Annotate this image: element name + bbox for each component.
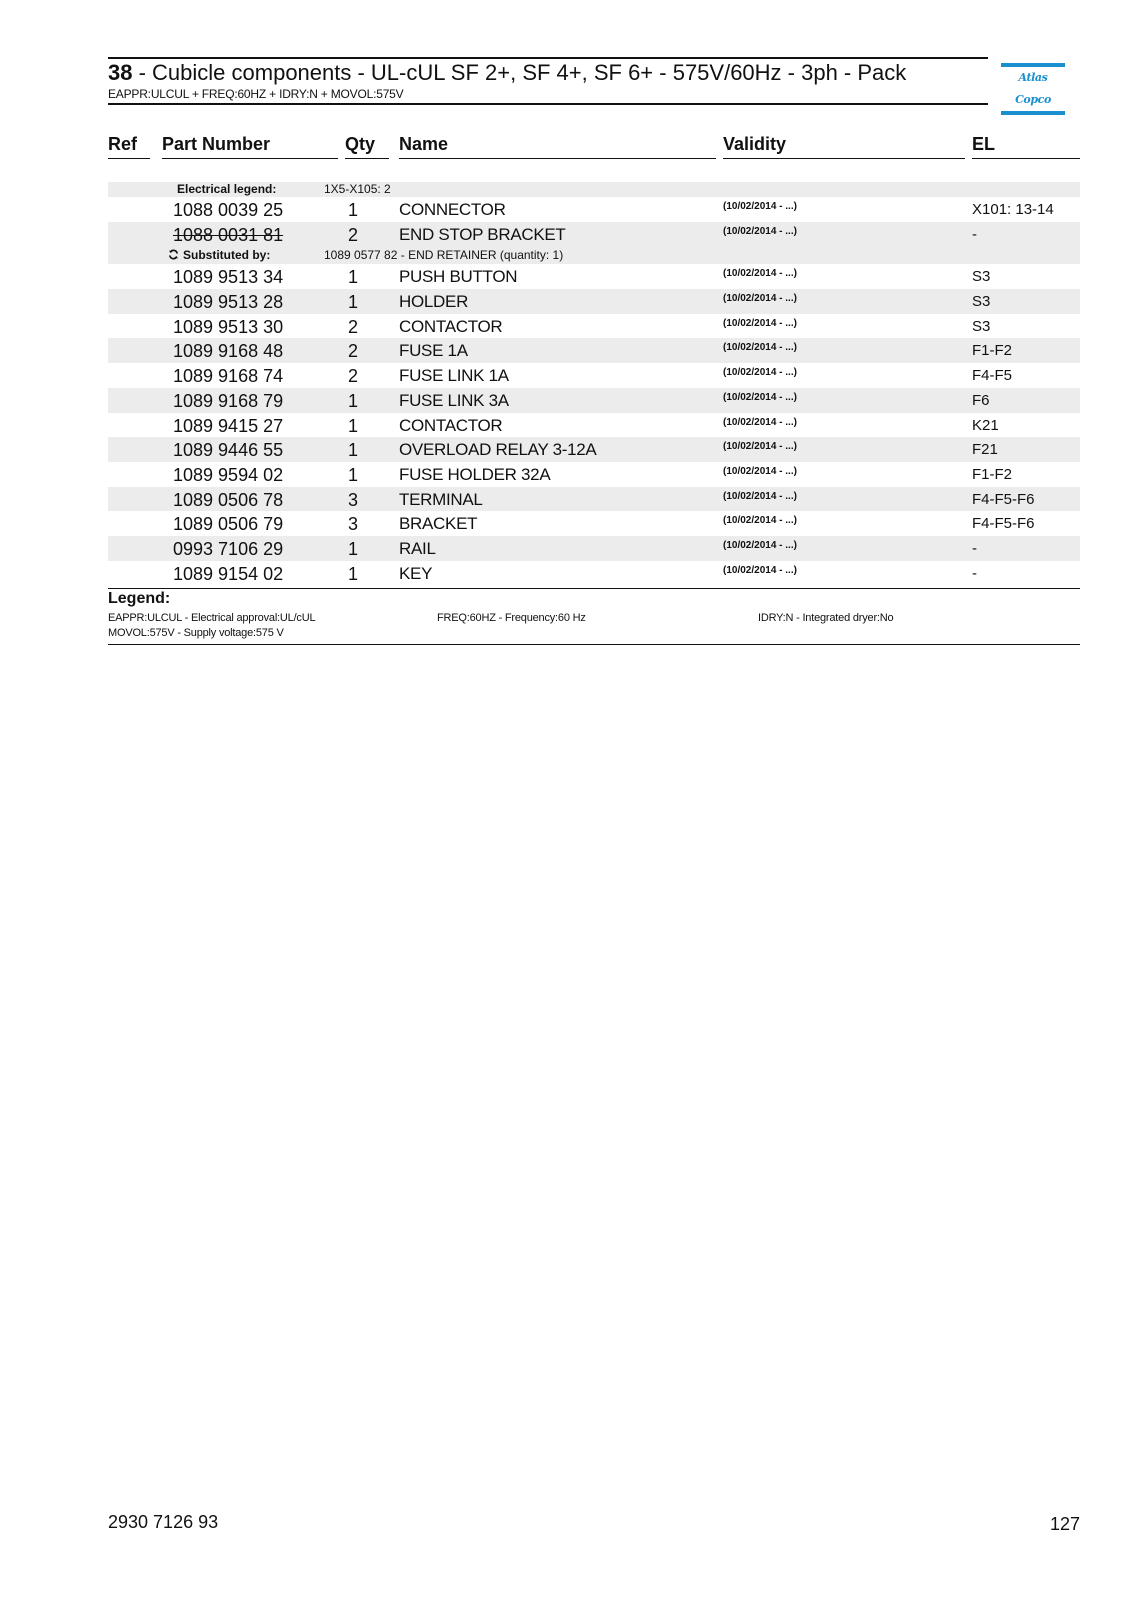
part-number: 1089 9415 27 bbox=[173, 415, 284, 436]
el-reference: - bbox=[972, 225, 977, 243]
table-row bbox=[108, 338, 1080, 363]
el-reference: S3 bbox=[972, 268, 991, 286]
atlas-copco-logo bbox=[1001, 63, 1065, 106]
part-number: 1089 9513 34 bbox=[173, 267, 284, 288]
col-header-name: Name bbox=[399, 134, 449, 154]
legend-item: IDRY:N - Integrated dryer:No bbox=[758, 612, 894, 624]
substitution-value: 1089 0577 82 - END RETAINER (quantity: 1) bbox=[324, 248, 564, 263]
page-subtitle: EAPPR:ULCUL + FREQ:60HZ + IDRY:N + MOVOL:575V bbox=[108, 87, 404, 101]
quantity: 1 bbox=[347, 563, 358, 584]
el-reference: F1-F2 bbox=[972, 465, 1013, 483]
el-reference: F4-F5-F6 bbox=[972, 515, 1035, 533]
part-name: HOLDER bbox=[399, 292, 469, 312]
legend-item: MOVOL:575V - Supply voltage:575 V bbox=[108, 627, 284, 639]
col-header-validity: Validity bbox=[723, 134, 787, 154]
part-name: FUSE LINK 1A bbox=[399, 366, 509, 386]
legend-title: Legend: bbox=[108, 590, 171, 607]
el-reference: K21 bbox=[972, 416, 999, 434]
legend-top-rule bbox=[108, 588, 1080, 589]
quantity: 2 bbox=[347, 316, 358, 337]
part-name: FUSE LINK 3A bbox=[399, 390, 509, 410]
page-number: 127 bbox=[1049, 1514, 1080, 1534]
part-name: OVERLOAD RELAY 3-12A bbox=[399, 440, 597, 460]
quantity: 1 bbox=[347, 538, 358, 559]
part-number: 1089 9513 28 bbox=[173, 292, 284, 313]
table-row bbox=[108, 363, 1080, 388]
part-number: 1089 9154 02 bbox=[173, 563, 284, 584]
part-number: 1089 9594 02 bbox=[173, 464, 284, 485]
section-title: - Cubicle components - UL-cUL SF 2+, SF 4+, SF 6+ - 575V/60Hz - 3ph - Pack bbox=[132, 60, 907, 85]
header-bottom-rule bbox=[108, 103, 988, 105]
electrical-legend-value: 1X5-X105: 2 bbox=[324, 182, 391, 196]
logo-text: Atlas Copco bbox=[1015, 71, 1051, 106]
part-number: 1089 0506 78 bbox=[173, 489, 284, 510]
substitution-row bbox=[108, 246, 1080, 264]
part-number: 1089 9168 74 bbox=[173, 366, 284, 387]
quantity: 1 bbox=[347, 200, 358, 220]
part-number: 1089 9446 55 bbox=[173, 440, 284, 461]
quantity: 3 bbox=[347, 514, 358, 535]
part-name: END STOP BRACKET bbox=[399, 224, 566, 244]
table-row bbox=[108, 462, 1080, 487]
col-header-qty: Qty bbox=[345, 134, 376, 154]
header-top-rule bbox=[108, 57, 988, 59]
validity: (10/02/2014 - ...) bbox=[723, 342, 797, 354]
validity: (10/02/2014 - ...) bbox=[723, 201, 797, 212]
part-name: RAIL bbox=[399, 538, 436, 558]
quantity: 2 bbox=[347, 366, 358, 387]
document-number: 2930 7126 93 bbox=[108, 1512, 219, 1532]
quantity: 1 bbox=[347, 415, 358, 436]
validity: (10/02/2014 - ...) bbox=[723, 416, 797, 428]
part-number: 1089 0506 79 bbox=[173, 514, 284, 535]
part-name: BRACKET bbox=[399, 514, 478, 534]
part-number-superseded: 1088 0031 81 bbox=[173, 224, 284, 245]
quantity: 1 bbox=[347, 464, 358, 485]
validity: (10/02/2014 - ...) bbox=[723, 441, 797, 453]
validity: (10/02/2014 - ...) bbox=[723, 564, 797, 576]
validity: (10/02/2014 - ...) bbox=[723, 367, 797, 379]
el-reference: - bbox=[972, 564, 977, 582]
page-title bbox=[108, 60, 988, 86]
part-name: FUSE HOLDER 32A bbox=[399, 464, 551, 484]
quantity: 1 bbox=[347, 292, 358, 313]
validity: (10/02/2014 - ...) bbox=[723, 317, 797, 329]
part-number: 1089 9168 48 bbox=[173, 341, 284, 362]
table-row bbox=[108, 561, 1080, 586]
validity: (10/02/2014 - ...) bbox=[723, 515, 797, 527]
validity: (10/02/2014 - ...) bbox=[723, 539, 797, 551]
part-name: PUSH BUTTON bbox=[399, 267, 518, 287]
validity: (10/02/2014 - ...) bbox=[723, 391, 797, 403]
quantity: 1 bbox=[347, 440, 358, 461]
section-number: 38 bbox=[108, 60, 133, 85]
substitution-label: Substituted by: bbox=[168, 246, 270, 264]
legend-item: EAPPR:ULCUL - Electrical approval:UL/cUL bbox=[108, 612, 316, 624]
validity: (10/02/2014 - ...) bbox=[723, 490, 797, 502]
validity: (10/02/2014 - ...) bbox=[723, 465, 797, 477]
el-reference: S3 bbox=[972, 293, 991, 311]
table-row bbox=[108, 487, 1080, 512]
validity: (10/02/2014 - ...) bbox=[723, 293, 797, 305]
parts-table bbox=[108, 182, 1080, 585]
quantity: 3 bbox=[347, 489, 358, 510]
part-name: FUSE 1A bbox=[399, 341, 468, 361]
col-header-ref: Ref bbox=[108, 134, 138, 154]
table-row bbox=[108, 511, 1080, 536]
el-reference: F4-F5 bbox=[972, 367, 1013, 385]
quantity: 1 bbox=[347, 267, 358, 288]
page-header bbox=[108, 57, 988, 105]
part-name: CONTACTOR bbox=[399, 415, 503, 435]
electrical-legend-row bbox=[108, 182, 1080, 197]
table-row bbox=[108, 264, 1080, 289]
electrical-legend-label: Electrical legend: bbox=[177, 182, 277, 196]
validity: (10/02/2014 - ...) bbox=[723, 225, 797, 237]
refresh-icon bbox=[168, 249, 179, 260]
table-row bbox=[108, 289, 1080, 314]
el-reference: F6 bbox=[972, 391, 990, 409]
col-header-part-number: Part Number bbox=[162, 134, 271, 154]
part-name: CONNECTOR bbox=[399, 200, 506, 219]
el-reference: X101: 13-14 bbox=[972, 201, 1054, 218]
el-reference: S3 bbox=[972, 317, 991, 335]
table-row bbox=[108, 314, 1080, 339]
table-row bbox=[108, 437, 1080, 462]
legend-item: FREQ:60HZ - Frequency:60 Hz bbox=[437, 612, 586, 624]
part-name: KEY bbox=[399, 563, 433, 583]
legend-bottom-rule bbox=[108, 644, 1080, 645]
el-reference: F4-F5-F6 bbox=[972, 490, 1035, 508]
el-reference: F21 bbox=[972, 441, 998, 459]
col-header-el: EL bbox=[972, 134, 996, 154]
table-row bbox=[108, 197, 1080, 222]
part-number: 1088 0039 25 bbox=[173, 200, 284, 220]
table-row bbox=[108, 413, 1080, 438]
part-name: CONTACTOR bbox=[399, 316, 503, 336]
part-number: 1089 9168 79 bbox=[173, 390, 284, 411]
quantity: 1 bbox=[347, 390, 358, 411]
quantity: 2 bbox=[347, 341, 358, 362]
table-row bbox=[108, 222, 1080, 247]
part-number: 1089 9513 30 bbox=[173, 316, 284, 337]
el-reference: F1-F2 bbox=[972, 342, 1013, 360]
table-row bbox=[108, 536, 1080, 561]
quantity: 2 bbox=[347, 224, 358, 245]
part-name: TERMINAL bbox=[399, 489, 483, 509]
part-number: 0993 7106 29 bbox=[173, 538, 284, 559]
validity: (10/02/2014 - ...) bbox=[723, 268, 797, 280]
table-row bbox=[108, 388, 1080, 413]
el-reference: - bbox=[972, 539, 977, 557]
